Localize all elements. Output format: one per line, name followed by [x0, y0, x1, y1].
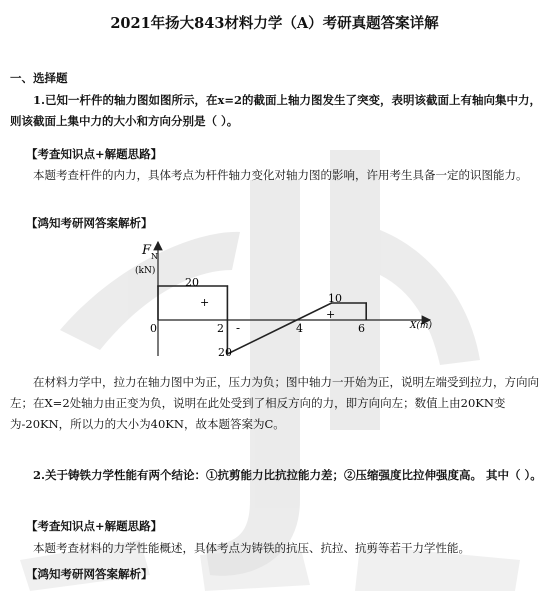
- document-title: 2021年扬大843材料力学（A）考研真题答案详解: [110, 15, 439, 32]
- sign-positive-right: +: [326, 308, 336, 321]
- x-tick-4: 4: [296, 322, 303, 335]
- y-axis-symbol: F: [142, 243, 152, 258]
- y-axis-subscript: N: [151, 252, 158, 261]
- x-tick-6: 6: [358, 322, 365, 335]
- x-axis-label: X(m): [410, 321, 432, 331]
- question-1-answer-tag: 【鸿知考研网答案解析】: [26, 216, 153, 230]
- question-1-knowledge-tag: 【考查知识点+解题思路】: [26, 147, 163, 161]
- question-2-text: 2.关于铸铁力学性能有两个结论：①抗剪能力比抗拉能力差；②压缩强度比拉伸强度高。 其中（ ）。: [33, 468, 542, 482]
- question-1-answer: 在材料力学中，拉力在轴力图中为正，压力为负；图中轴力一开始为正，说明左端受到拉力，方向向左；在X=2处轴力由正变为负，说明在此处受到了相反方向的力，即方向向左；数值上由20KN变为-20KN，所以力的大小为40KN，故本题答案为C。: [10, 375, 539, 431]
- origin-label: 0: [150, 322, 157, 335]
- y-axis-unit: (kN): [135, 266, 156, 276]
- force-point-1: [227, 285, 229, 287]
- force-point-5: [365, 302, 367, 304]
- value-top-left: 20: [185, 276, 199, 289]
- sign-positive-left: +: [200, 296, 210, 309]
- value-bottom: 20: [218, 346, 232, 359]
- sign-negative-middle: -: [236, 321, 241, 335]
- question-1-description: 本题考查杆件的内力，具体考点为杆件轴力变化对轴力图的影响，许用考生具备一定的识图能力。: [33, 168, 528, 182]
- question-2-description: 本题考查材料的力学性能概述，具体考点为铸铁的抗压、抗拉、抗剪等若干力学性能。: [33, 541, 470, 555]
- x-tick-2: 2: [217, 322, 224, 335]
- force-point-0: [157, 285, 159, 287]
- question-2-answer-tag: 【鸿知考研网答案解析】: [26, 567, 153, 581]
- section-heading: 一、选择题: [10, 71, 68, 85]
- axial-force-diagram: [130, 238, 440, 363]
- force-point-3: [296, 319, 298, 321]
- question-2-knowledge-tag: 【考查知识点+解题思路】: [26, 519, 163, 533]
- value-top-right: 10: [328, 292, 342, 305]
- question-1-text: 1.已知一杆件的轴力图如图所示，在x=2的截面上轴力图发生了突变，表明该截面上有轴向集中力，则该截面上集中力的大小和方向分别是（ ）。: [10, 93, 541, 128]
